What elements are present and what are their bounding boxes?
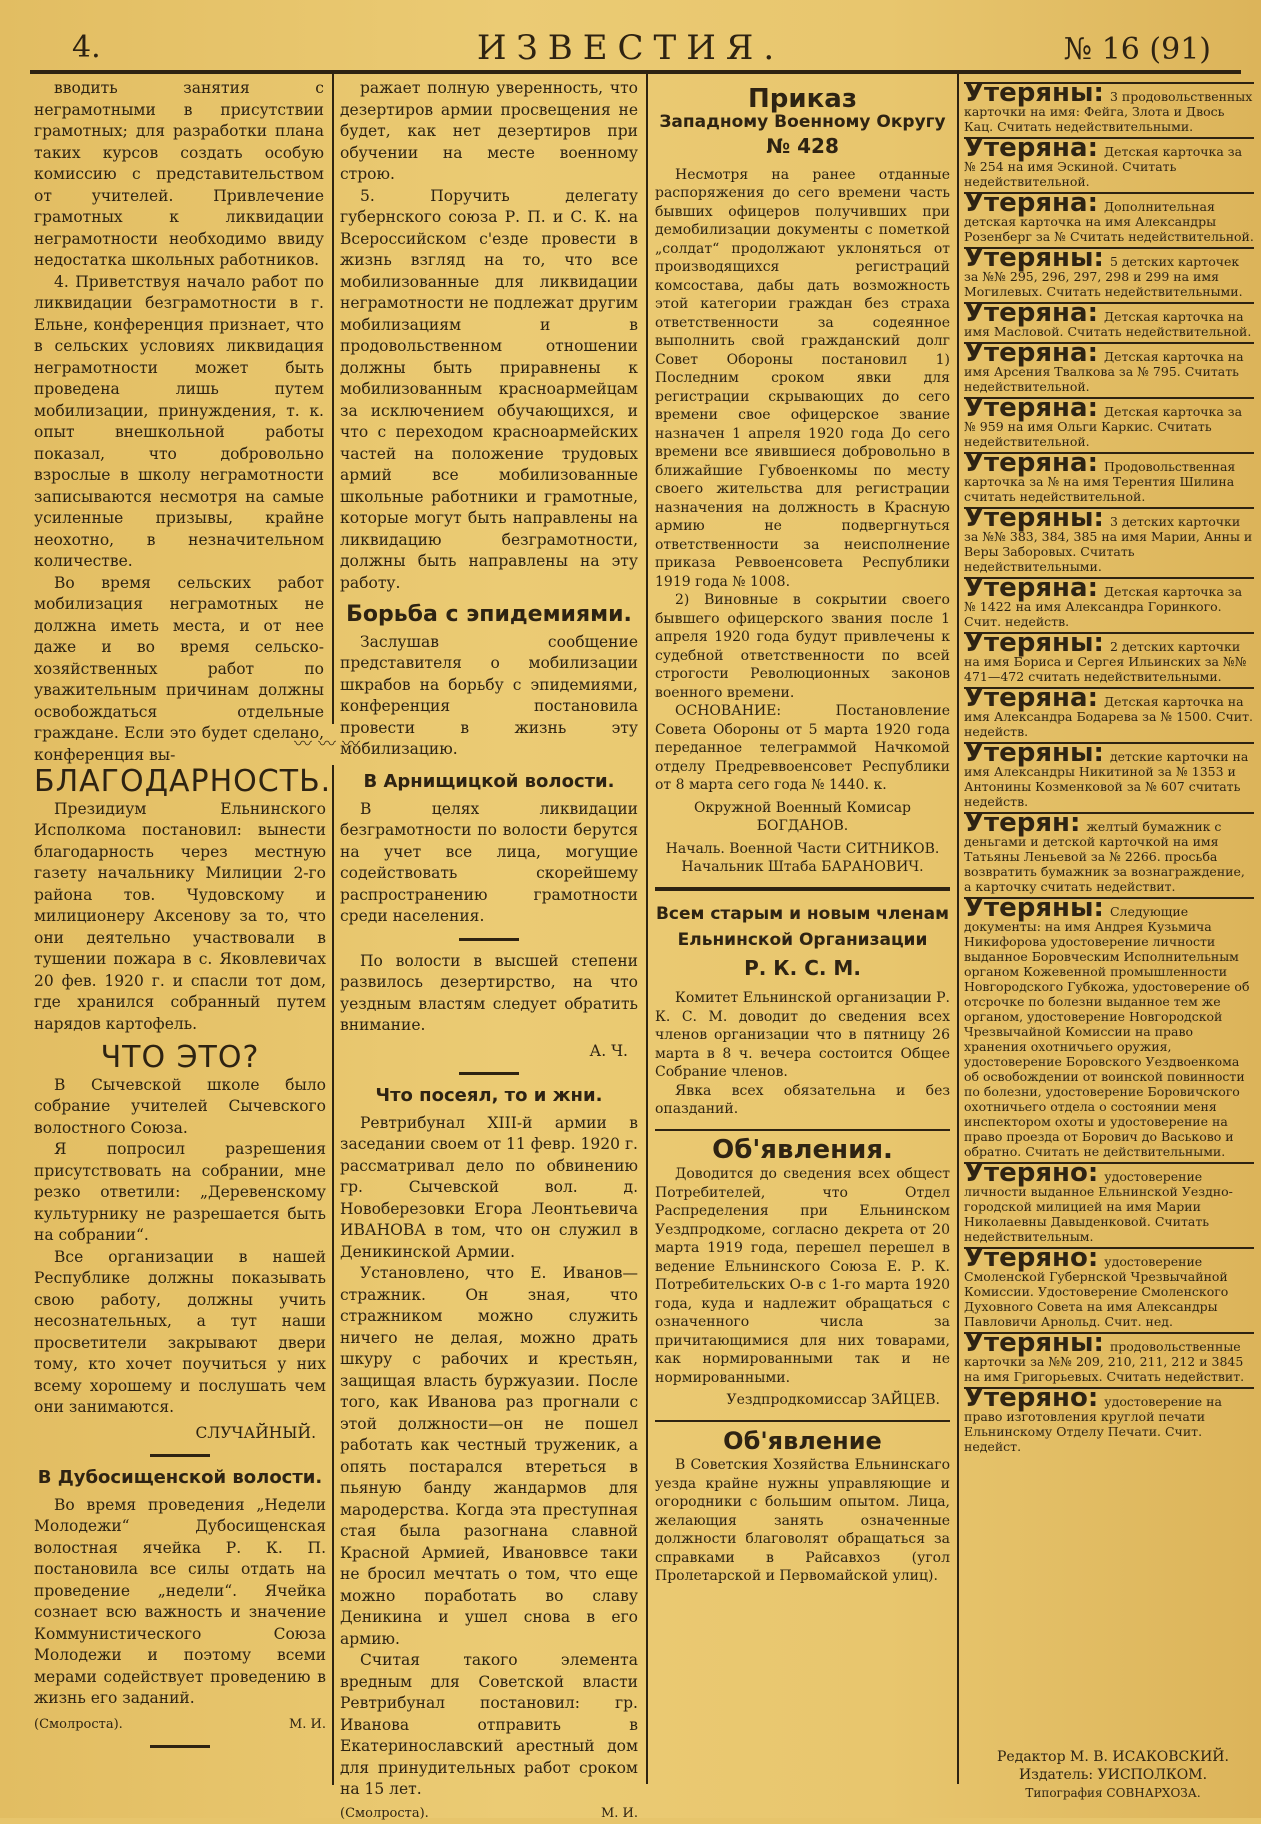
editor: Редактор М. В. ИСАКОВСКИЙ. [975,1748,1251,1766]
lost-label: Утеряна: [964,573,1098,603]
section-column1-lower [34,765,326,1758]
lost-notice [964,1387,1254,1457]
lost-notice [964,342,1254,397]
lost-label: Утеряно: [964,1158,1098,1188]
lost-label: Утеряны: [964,893,1104,923]
paragraph: 5. Поручить делегату губернского союза Р. П. и С. К. на Всероссийском с'езде провести в жизнь взгляд на то, что все мобилизованные для ликвидации неграмотности не подлежат другим мобилизациям и в продовольственном отношении должны быть приравнены к мобилизованным красноармейцам за исключением обучающихся, и что с переходом красноармейских частей на положение трудовых армий все мобилизованные школьные работники и грамотные, которые могут быть направлены на ликвидацию безграмотности, должны быть направлены на эту работу. [340,186,638,595]
short-rule [150,1454,210,1457]
lost-notice [964,302,1254,342]
source: (Смолроста). [340,1803,429,1824]
article-literacy-part1 [34,78,324,766]
lost-label: Утеряно: [964,1243,1098,1273]
ads-heading: Об'явления. [655,1141,950,1160]
dubos-heading: В Дубосищенской волости. [34,1467,326,1489]
lost-notice [964,192,1254,247]
paragraph: 2) Виновные в сокрытии своего бывшего офицерского звания после 1 апреля 1920 года будут привлечены к судебной ответственности по всей строгости Революционных законов военного времени. [655,591,950,702]
paragraph: Я попросил разрешения присутствовать на собрании, мне резко ответили: „Деревенскому культурнику не разрешается быть на собрании“. [34,1139,326,1247]
lost-text: Детская карточка за № 1422 на имя Александра Горинкого. Счит. недейств. [964,584,1242,629]
lost-label: Утеряна: [964,393,1098,423]
lost-label: Утеряна: [964,298,1098,328]
lost-label: Утеряна: [964,338,1098,368]
lost-notice [964,82,1254,137]
lost-label: Утеряна: [964,133,1098,163]
paragraph: Считая такого элемента вредным для Советской власти Ревтрибунал постановил: гр. Иванова отправить в Екатеринославский арестный дом для принудительных работ сроком на 15 лет. [340,1650,638,1801]
column-divider [332,74,334,724]
lost-label: Утерян: [964,808,1080,838]
paragraph: Во время сельских работ мобилизация неграмотных не должна иметь места, и от нее даже и во время сельско-хозяйственных работ по уважительным причинам должны освобождаться отдельные граждане. Если это будет сделано, конференция вы- [34,573,324,767]
paragraph: Доводится до сведения всех общест Потребителей, что Отдел Распределения при Ельнинском Уездпродкоме, согласно декрета от 20 марта 1919 года, перешел перешел в ведение Ельнинского Союза Е. Р. К. Потребительских О-в с 1-го марта 1920 года, куда и надлежит обращаться с означенного числа за причитающимися для них товарами, как нормированными так и не нормированными. [655,1165,950,1387]
signature: Начальник Штаба БАРАНОВИЧ. [655,858,950,877]
byline [34,1714,326,1736]
paragraph: В Сычевской школе было собрание учителей Сычевского волостного Союза. [34,1075,326,1140]
signature: А. Ч. [340,1041,628,1063]
lost-label: Утеряны: [964,503,1104,533]
paragraph: Комитет Ельнинской организации Р. К. С. М. доводит до сведения всех членов организации что в пятницу 26 марта в 8 ч. вечера состоится Общее Собрание членов. [655,989,950,1082]
order-subtitle: Западному Военному Округу [655,113,950,132]
lost-notice [964,1332,1254,1387]
source: (Смолроста). [34,1714,123,1736]
lost-notice [964,897,1254,1162]
short-rule [150,1745,210,1748]
newspaper-title: ИЗВЕСТИЯ. [30,28,1231,68]
signature: Началь. Военной Части СИТНИКОВ. [655,840,950,859]
lost-text: 2 детских карточки на имя Бориса и Сергея Ильинских за №№ 471—472 считать недействительными. [964,639,1247,684]
section-column2-lower [340,765,638,1824]
lost-label: Утеряна: [964,448,1098,478]
printing-house: Типография СОВНАРХОЗА. [975,1784,1251,1802]
lost-text: Дополнительная детская карточка на имя Александры Розенберг за № Считать недействительной. [964,199,1254,244]
section-rule [655,1420,950,1422]
ad2-heading: Об'явление [655,1432,950,1451]
lost-text: Детская карточка на имя Александра Бодарева за № 1500. Счит. недейств. [964,694,1253,739]
lost-label: Утеряны: [964,1328,1104,1358]
lost-label: Утеряны: [964,78,1104,108]
lost-text: желтый бумажник с деньгами и детской карточкой на имя Татьяны Леньевой за № 2266. просьба возвратить бумажник за вознаграждение, а карточку считать недействит. [964,819,1245,894]
paragraph: В целях ликвидации безграмотности по волости берутся на учет все лица, могущие содействовать скорейшему распространению грамотности среди населения. [340,799,638,928]
lost-text: удостоверение личности выданное Ельнинской Уездно-городской милицией на имя Марии Николаевны Давыденковой. Считать недействительным. [964,1169,1233,1244]
masthead-rule [30,70,1241,74]
column-divider [957,74,959,1784]
rksm-heading: Всем старым и новым членам Ельнинской Организации [655,901,950,953]
paragraph: Несмотря на ранее отданные распоряжения до сего времени часть бывших офицеров получивших при демобилизации документы с пометкой „солдат“ продолжают уклоняться от производящихся регистраций комсоставa, дабы дать возможность этой категории граждан без страха ответственности за содеянное выполнить свой гражданский долг Совет Обороны постановил 1) Последним сроком явки для регистрации скрывающих до сего времени свое офицерское звание назначен 1 апреля 1920 года До сего времени все явившиеся добровольно в ближайшие Губвоенкомы по месту своего жительства для регистрации назначения на должность в Красную армию не подвергнуться ответственности за неисполнение приказа Реввоенсовета Республики 1919 года № 1008. [655,166,950,592]
lost-text: Детская карточка за № 254 на имя Эскиной. Считать недействительной. [964,144,1242,189]
paragraph: ОСНОВАНИЕ: Постановление Совета Обороны от 5 марта 1920 года переданное телеграммой Начкомой отделу Предреввоенсовет Республики от 8 марта сего года № 1440. к. [655,702,950,795]
article-literacy-part2 [340,78,638,761]
lost-text: удостоверение на право изготовления круглой печати Ельнинскому Отделу Печати. Счит. недейст. [964,1394,1222,1454]
lost-notice [964,397,1254,452]
lost-text: удостоверение Смоленской Губернской Чрезвычайной Комиссии. Удостоверение Смоленского Духовного Совета на имя Александры Павловичи Арнольд. Счит. нед. [964,1254,1228,1329]
initials: М. И. [289,1714,326,1736]
lost-notice [964,742,1254,812]
lost-text: Следующие документы: на имя Андрея Кузьмича Никифорова удостоверение личности выданное Боровческим Исполнительным органом Кожевенной промышленности Новгородского Губкожа, удостоверение об отсрочке по болезни выданное тем же органом, удостоверение Новгородской Чрезвычайной Комиссии на право хранения охотничьего оружия, удостоверение Боровского Уездвоенкома об освобождении от воинской повинности по болезни, удостоверение Боровичского охотничьего отдела о состоянии меня инспектором охоты и удостоверение на право проезда от Борович до Васьково и обратно. Считать не действительными. [964,904,1249,1159]
lost-text: Продовольственная карточка за № на имя Терентия Шилина считать недействительной. [964,459,1235,504]
ornament-divider: 〰〰〰 [240,730,420,756]
paragraph: Все организации в нашей Республике должны показывать свою работу, должны учить несознательных, а тут наши просветители закрывают двери тому, кто хочет поучиться у них всему хорошему и послушать чем они занимаются. [34,1247,326,1419]
footer [975,1748,1251,1802]
lost-notice [964,687,1254,742]
section-rule [655,1129,950,1131]
what-heading: ЧТО ЭТО? [34,1047,326,1069]
byline [340,1803,638,1824]
column-divider [332,765,334,1785]
lost-label: Утеряны: [964,738,1104,768]
signature: Уездпродкомиссар ЗАЙЦЕВ. [655,1391,940,1410]
paragraph: вводить занятия с неграмотными в присутствии грамотных; для разработки плана таких курсов создать особую комиссию с представительством от учителей. Привлечение грамотных к ликвидации неграмотности необходимо ввиду недостатка школьных работников. [34,78,324,272]
lost-text: 3 детских карточки за №№ 383, 384, 385 на имя Марии, Анны и Веры Заборовых. Считать недействительными. [964,514,1252,574]
lost-text: Детская карточка на имя Масловой. Считать недействительной. [964,309,1251,339]
publisher: Издатель: УИСПОЛКОМ. [975,1766,1251,1784]
column-divider [646,74,648,1784]
signature: Окружной Военный Комисар БОГДАНОВ. [655,799,950,836]
lost-notice [964,1247,1254,1332]
paragraph: ражает полную уверенность, что дезертиров армии просвещения не будет, как нет дезертиров при обучении на месте военному строю. [340,78,638,186]
lost-text: детские карточки на имя Александры Никитиной за № 1353 и Антонины Козменковой за № 607 считать недейств. [964,749,1248,809]
issue-number: № 16 (91) [1064,32,1211,67]
paragraph: Президиум Ельнинского Исполкома постановил: вынести благодарность через местную газету начальнику Милиции 2-го района тов. Чудовскому и милиционеру Аксенову за то, что они деятельно участвовали в тушении пожара в с. Яковлевичах 20 фев. 1920 г. и спасли тот дом, где хранился собранный путем нарядов картофель. [34,799,326,1036]
lost-label: Утеряно: [964,1383,1098,1413]
paragraph: 4. Приветствуя начало работ по ликвидации безграмотности в г. Ельне, конференция признает, что в сельских условиях ликвидация неграмотности может быть проведена лишь путем мобилизации, принуждения, т. к. опыт внешкольной работы показал, что добровольно взрослые в школу неграмотности записываются несмотря на самые усиленные призывы, крайне неохотно, в незначительном количестве. [34,272,324,573]
lost-label: Утеряна: [964,188,1098,218]
section-column3 [655,82,950,1586]
initials: М. И. [601,1803,638,1824]
lost-label: Утеряны: [964,628,1104,658]
paragraph: По волости в высшей степени развилось дезертирство, на что уездным властям следует обратить внимание. [340,951,638,1037]
paragraph: Во время проведения „Недели Молодежи“ Дубосищенская волостная ячейка Р. К. П. постановила все силы отдать на проведение „недели“. Ячейка сознает всю важность и значение Коммунистического Союза Молодежи и поэтому всеми мерами содействует проведению в жизнь его заданий. [34,1495,326,1710]
lost-notice [964,507,1254,577]
lost-notice [964,577,1254,632]
page-number: 4. [72,30,101,65]
paragraph: Ревтрибунал XIII-й армии в заседании своем от 11 февр. 1920 г. рассматривал дело по обвинению гр. Сычевской вол. д. Новоберезовки Егора Леонтьевича ИВАНОВА в том, что он служил в Деникинской Армии. [340,1113,638,1264]
lost-notice [964,1162,1254,1247]
lost-text: 3 продовольственных карточки на имя: Фейга, Злота и Двось Кац. Считать недействительными. [964,89,1252,134]
paragraph: В Советския Хозяйства Ельнинскаго уезда крайне нужны управляющие и огородники с большим опытом. Лица, желающия занять означенные должности благоволят обращаться за справками в Райсавхоз (угол Пролетарской и Первомайской улиц). [655,1456,950,1586]
lost-notice [964,137,1254,192]
lost-text: 5 детских карточек за №№ 295, 296, 297, 298 и 299 на имя Могилевых. Считать недействительными. [964,254,1243,299]
lost-notice [964,452,1254,507]
paragraph: Заслушав сообщение представителя о мобилизации шкрабов на борьбу с эпидемиями, конференция постановила провести в жизнь эту мобилизацию. [340,632,638,761]
short-rule [459,1072,519,1075]
lost-text: продовольственные карточки за №№ 209, 210, 211, 212 и 3845 на имя Григорьевых. Считать недействит. [964,1339,1244,1384]
lost-notice [964,812,1254,897]
section-rule [655,887,950,891]
order-number: № 428 [655,137,950,156]
order-heading: Приказ [655,90,950,109]
lost-notice [964,247,1254,302]
lost-label: Утеряна: [964,683,1098,713]
lost-label: Утеряны: [964,243,1104,273]
lost-notice [964,632,1254,687]
lost-notices [964,82,1254,1457]
sowed-heading: Что посеял, то и жни. [340,1085,638,1107]
paragraph: Установлено, что Е. Иванов—стражник. Он зная, что стражником можно служить ничего не делая, можно драть шкуру с рабочих и крестьян, защищая власть буржуазии. После того, как Иванова раз прогнали с этой должности—он не пошел работать как честный труженик, а опять постарался втереться в пьяную банду жандармов для мародерства. Когда эта преступная стая была разогнана славной Красной Армией, Ивановвсе таки не бросил мечтать о том, что еще можно поработать во славу Деникина и ушел снова в его армию. [340,1263,638,1650]
paragraph: Явка всех обязательна и без опазданий. [655,1082,950,1119]
arnish-heading: В Арнищицкой волости. [340,771,638,793]
thanks-heading: БЛАГОДАРНОСТЬ. [34,771,326,793]
signature: СЛУЧАЙНЫЙ. [34,1423,316,1445]
epidemic-heading: Борьба с эпидемиями. [340,604,638,626]
lost-text: Детская карточка на имя Арсения Твалкова за № 795. Считать недействительной. [964,349,1244,394]
short-rule [459,938,519,941]
lost-text: Детская карточка за № 959 на имя Ольги Каркис. Считать недействительной. [964,404,1242,449]
masthead [30,22,1231,74]
rksm-org: Р. К. С. М. [655,959,950,978]
